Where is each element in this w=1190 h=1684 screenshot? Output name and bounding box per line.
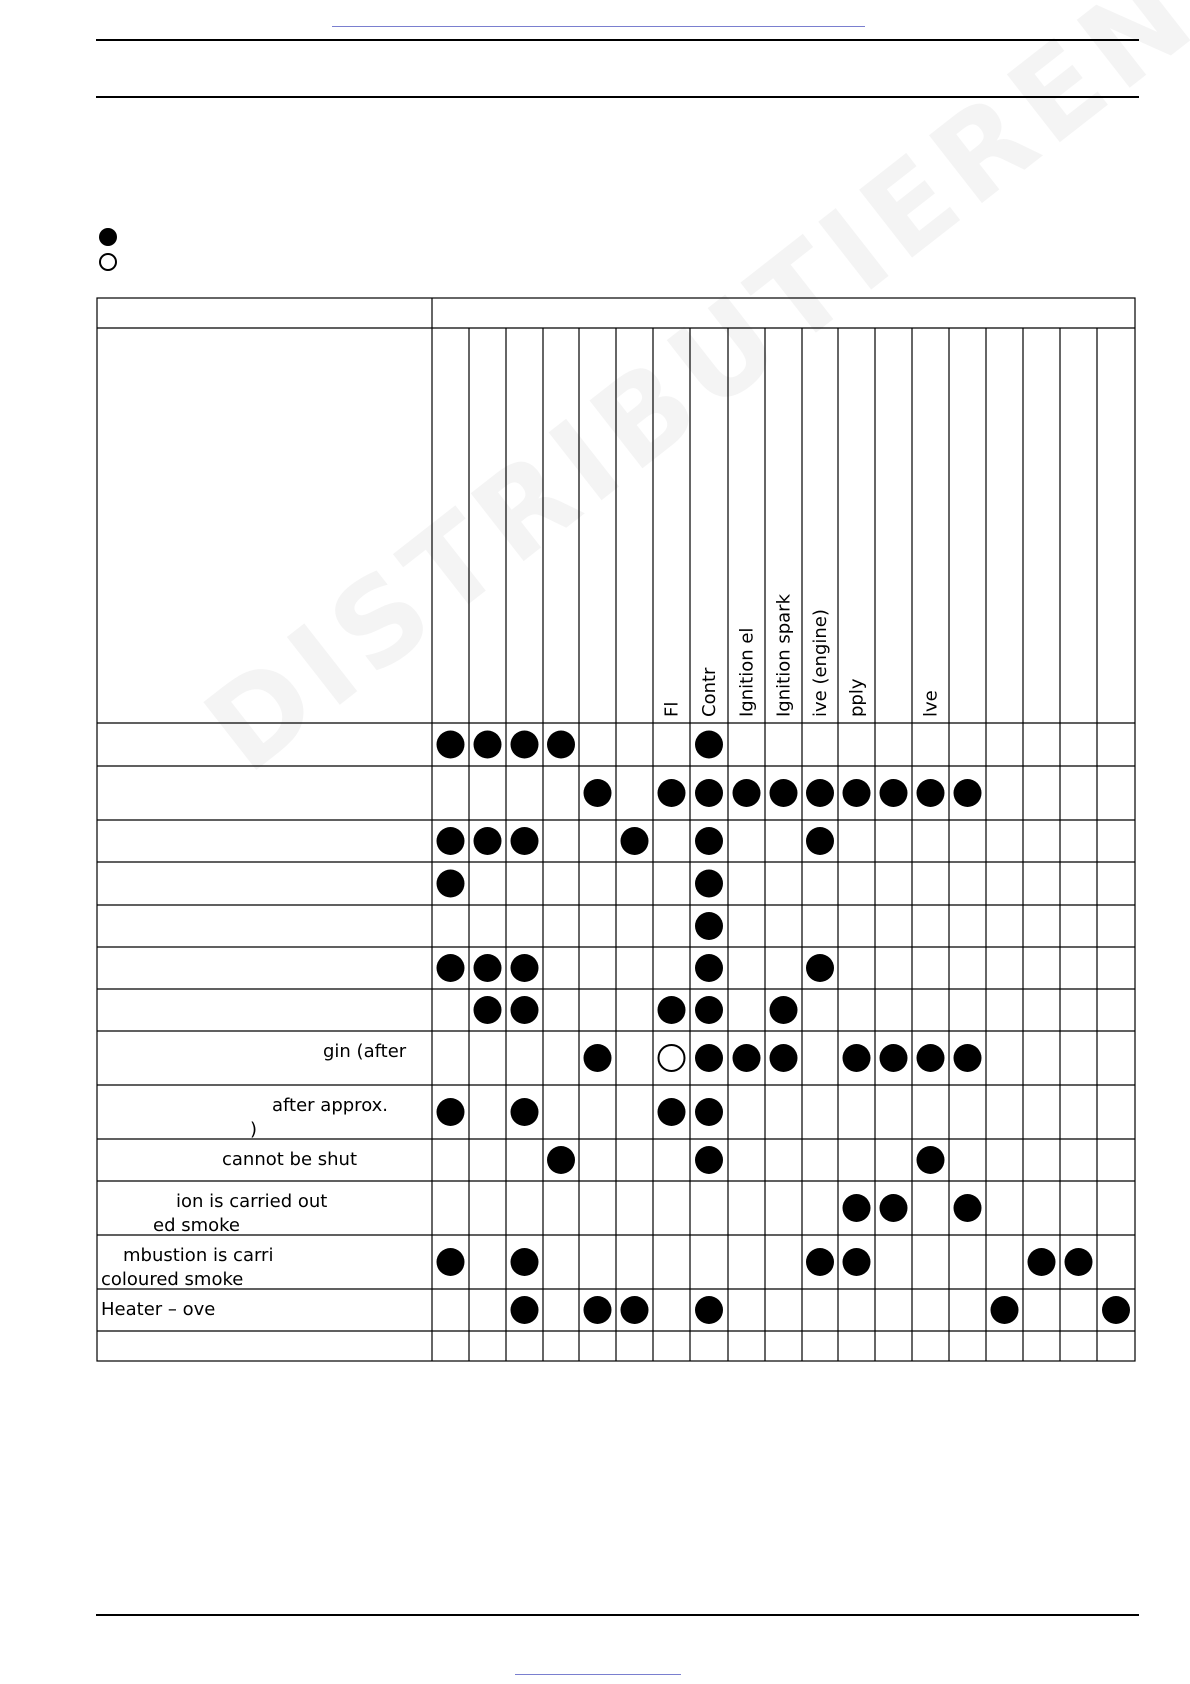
filled-circle-mark [474,954,502,982]
filled-circle-mark [991,1296,1019,1324]
filled-circle-mark [658,1098,686,1126]
symptom-text: gin (after [323,1041,407,1062]
column-header-label: lve [920,690,942,717]
filled-circle-mark [474,996,502,1024]
filled-circle-mark [658,996,686,1024]
filled-circle-mark [770,996,798,1024]
symptom-text: coloured smoke [101,1269,244,1290]
filled-circle-mark [695,1098,723,1126]
filled-circle-mark [547,1146,575,1174]
symptom-text: ed smoke [153,1215,241,1236]
filled-circle-mark [695,1044,723,1072]
filled-circle-mark [437,954,465,982]
filled-circle-mark [954,1194,982,1222]
column-header-label: Ignition spark [773,593,795,717]
open-circle-mark [659,1045,685,1071]
column-header-label: Ignition el [736,627,758,717]
symptom-text: ) [250,1119,258,1140]
symptom-text: cannot be shut [222,1149,358,1170]
filled-circle-mark [806,827,834,855]
filled-circle-mark [584,1044,612,1072]
filled-circle-mark [954,779,982,807]
filled-circle-mark [695,1296,723,1324]
filled-circle-mark [1028,1248,1056,1276]
filled-circle-mark [511,1248,539,1276]
footer-rule [96,1614,1139,1616]
filled-circle-mark [843,1248,871,1276]
filled-circle-mark [584,1296,612,1324]
filled-circle-mark [917,779,945,807]
filled-circle-mark [695,1146,723,1174]
column-header-label: ive (engine) [810,609,831,717]
filled-circle-mark [880,1044,908,1072]
filled-circle-mark [621,1296,649,1324]
filled-circle-mark [695,870,723,898]
filled-circle-mark [954,1044,982,1072]
filled-circle-mark [770,779,798,807]
filled-circle-mark [733,1044,761,1072]
filled-circle-mark [511,827,539,855]
filled-circle-mark [695,954,723,982]
filled-circle-mark [474,731,502,759]
symptom-text: mbustion is carri [123,1245,274,1266]
filled-circle-mark [511,1296,539,1324]
column-header-label: Contr [699,667,720,717]
filled-circle-mark [917,1044,945,1072]
filled-circle-mark [695,731,723,759]
filled-circle-mark [437,827,465,855]
filled-circle-mark [437,731,465,759]
symptom-text: after approx. [272,1095,389,1116]
filled-circle-mark [733,779,761,807]
filled-circle-mark [843,779,871,807]
filled-circle-mark [1102,1296,1130,1324]
filled-circle-mark [658,779,686,807]
filled-circle-mark [770,1044,798,1072]
filled-circle-mark [511,1098,539,1126]
filled-circle-mark [695,996,723,1024]
filled-circle-mark [806,954,834,982]
filled-circle-mark [511,731,539,759]
filled-circle-mark [547,731,575,759]
filled-circle-mark [806,1248,834,1276]
symptom-text: ion is carried out [176,1191,328,1212]
filled-circle-mark [437,1098,465,1126]
filled-circle-mark [1065,1248,1093,1276]
filled-circle-mark [917,1146,945,1174]
filled-circle-mark [584,779,612,807]
filled-circle-mark [843,1044,871,1072]
filled-circle-mark [511,954,539,982]
column-header-label: pply [846,678,868,717]
filled-circle-mark [474,827,502,855]
filled-circle-mark [843,1194,871,1222]
filled-circle-mark [880,779,908,807]
symptom-text: Heater – ove [101,1299,216,1320]
filled-circle-mark [621,827,649,855]
filled-circle-mark [695,827,723,855]
filled-circle-mark [437,870,465,898]
column-header-label: Fl [661,701,683,717]
filled-circle-mark [695,779,723,807]
filled-circle-mark [806,779,834,807]
footer-link-underline[interactable] [515,1674,681,1675]
filled-circle-mark [437,1248,465,1276]
filled-circle-mark [880,1194,908,1222]
filled-circle-mark [511,996,539,1024]
filled-circle-mark [695,912,723,940]
